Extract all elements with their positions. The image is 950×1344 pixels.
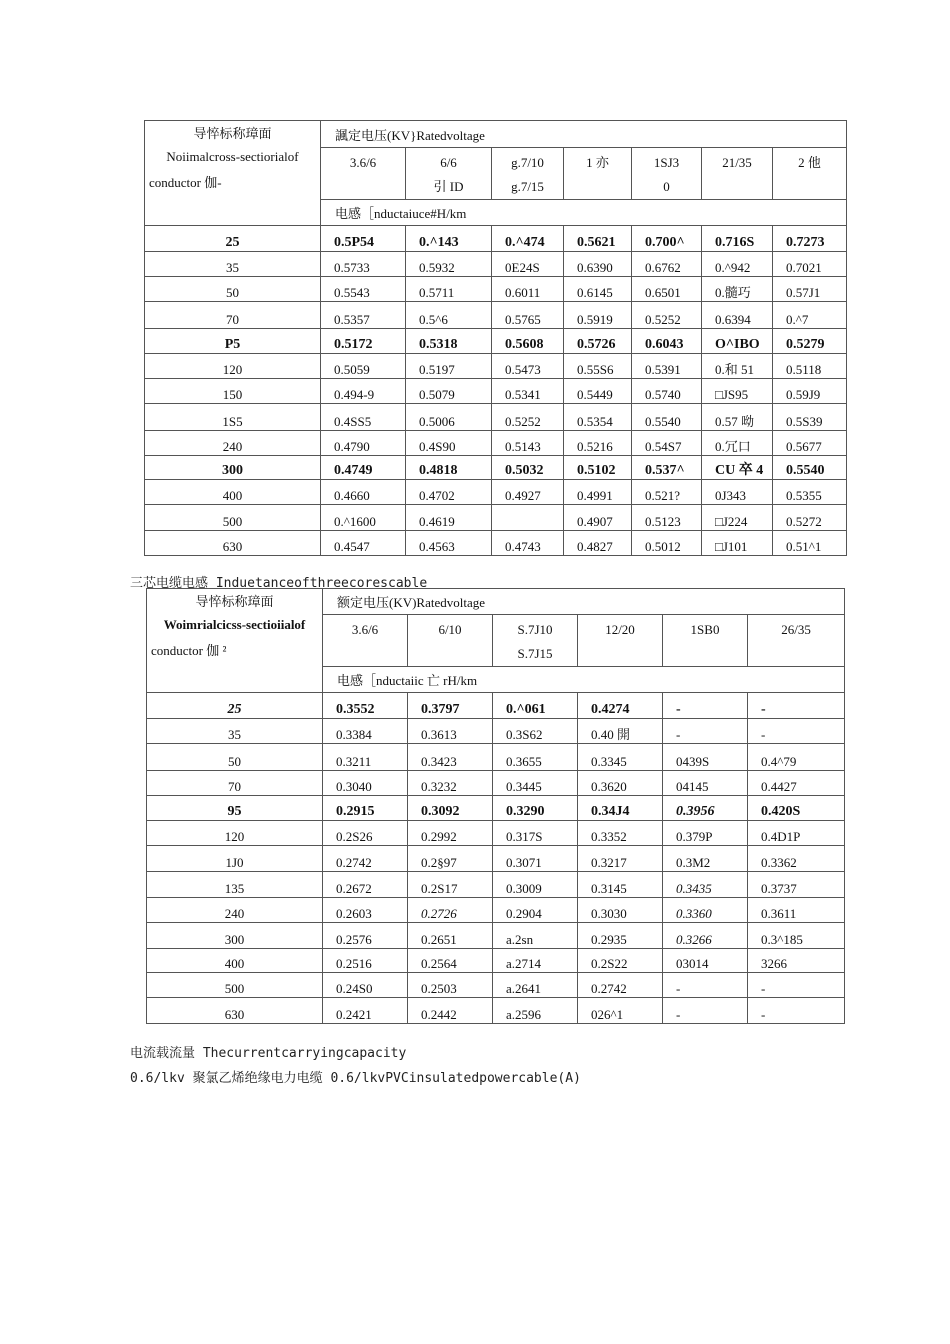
inductance-value-cell: 0.5143 [492,431,564,456]
inductance-value-cell: 0.24S0 [323,973,408,998]
section-size-cell: 500 [147,973,323,998]
voltage-line1: g.7/10 [511,155,544,170]
inductance-value-cell: 0.2564 [408,949,493,973]
voltage-header-1 [408,615,493,667]
inductance-value-cell: 0.3384 [323,719,408,744]
table-row [145,456,847,480]
rated-voltage-header: 额定电压(KV)Ratedvoltage [323,589,845,615]
inductance-value-cell: 0.40 開 [578,719,663,744]
voltage-line1: 12/20 [605,622,635,637]
inductance-value-cell: 0.2S22 [578,949,663,973]
inductance-value-cell: 0.2904 [493,898,578,923]
section-size-cell: 70 [145,302,321,329]
inductance-value-cell: 0.3071 [493,846,578,872]
table-row [147,872,845,898]
inductance-value-cell: 0.^7 [773,302,847,329]
inductance-value-cell: 0.4790 [321,431,406,456]
section-size-cell: 300 [145,456,321,480]
inductance-unit-label: 电感［nductaiic 亡 rH/km [323,667,845,693]
inductance-value-cell: 0.2935 [578,923,663,949]
inductance-value-cell: 0.59J9 [773,379,847,404]
inductance-value-cell: 0.5279 [773,329,847,354]
table-row [147,744,845,771]
inductance-value-cell: 0.54S7 [632,431,702,456]
inductance-value-cell: 0.3552 [323,693,408,719]
inductance-value-cell: 026^1 [578,998,663,1024]
rated-voltage-header: 諷定电压(KV}Ratedvoltage [321,121,847,148]
section-size-cell: 35 [147,719,323,744]
inductance-value-cell: 0.6043 [632,329,702,354]
inductance-value-cell: 0.3S62 [493,719,578,744]
inductance-value-cell: 0.420S [748,796,845,821]
inductance-value-cell: 0.4991 [564,480,632,505]
inductance-value-cell: 0.5012 [632,531,702,556]
inductance-value-cell: 0.716S [702,226,773,252]
inductance-value-cell: - [663,693,748,719]
voltage-header-4 [632,148,702,200]
inductance-value-cell: 0.5S39 [773,404,847,431]
table-row [147,719,845,744]
table-row [145,226,847,252]
section-size-cell: 500 [145,505,321,531]
inductance-value-cell: 0.2442 [408,998,493,1024]
inductance-value-cell: 0J343 [702,480,773,505]
inductance-value-cell: a.2641 [493,973,578,998]
table-row [145,480,847,505]
voltage-header-3 [564,148,632,200]
inductance-value-cell: 0.3030 [578,898,663,923]
inductance-value-cell: 0.3956 [663,796,748,821]
section-size-cell: 630 [147,998,323,1024]
inductance-value-cell: 0.700^ [632,226,702,252]
inductance-value-cell: □JS95 [702,379,773,404]
inductance-value-cell: 04145 [663,771,748,796]
inductance-value-cell: 0.3423 [408,744,493,771]
table-row [145,379,847,404]
table-row [145,302,847,329]
inductance-value-cell: 0.4547 [321,531,406,556]
inductance-value-cell: 0.5473 [492,354,564,379]
inductance-value-cell: 0.2503 [408,973,493,998]
inductance-value-cell: 0.2603 [323,898,408,923]
voltage-line1: 26/35 [781,622,811,637]
inductance-value-cell: O^IBO [702,329,773,354]
inductance-value-cell: 0.5355 [773,480,847,505]
section-header-en2: conductor 伽 ² [151,643,227,658]
voltage-line1: 1SJ3 [653,155,680,170]
voltage-line1: 6/6 [440,155,457,170]
inductance-value-cell: - [748,693,845,719]
inductance-value-cell: a.2sn [493,923,578,949]
inductance-value-cell: 0.5059 [321,354,406,379]
inductance-value-cell: 0.5252 [492,404,564,431]
section-size-cell: 120 [145,354,321,379]
voltage-line1: 1 亦 [586,155,609,170]
inductance-value-cell: - [663,973,748,998]
voltage-line2: 0 [663,179,670,194]
inductance-value-cell: 0.5032 [492,456,564,480]
table-row [145,531,847,556]
table-row [145,354,847,379]
voltage-header-1 [406,148,492,200]
table-row [147,898,845,923]
table-row [147,923,845,949]
inductance-value-cell: 0.3290 [493,796,578,821]
section-size-cell: 50 [145,277,321,302]
inductance-value-cell: 0.5765 [492,302,564,329]
inductance-value-cell: 0.379P [663,821,748,846]
voltage-line1: 1SB0 [690,622,720,637]
table-row [147,693,845,719]
inductance-value-cell: 0.5540 [773,456,847,480]
inductance-value-cell: 0.5252 [632,302,702,329]
section-header-en: Noiimalcross-sectiorialof [166,149,299,164]
voltage-line2: 6/10 [438,622,462,637]
section-header-cn: 导悴标称璋面 [193,126,272,141]
inductance-value-cell: 0E24S [492,252,564,277]
inductance-value-cell: 0.4563 [406,531,492,556]
inductance-value-cell: □J224 [702,505,773,531]
section-size-cell: 95 [147,796,323,821]
inductance-value-cell: 0.5733 [321,252,406,277]
inductance-value-cell: 0.^474 [492,226,564,252]
inductance-value-cell: 0.3613 [408,719,493,744]
table-row [145,329,847,354]
inductance-value-cell: 0.57J1 [773,277,847,302]
section-header-en: Woimrialcicss-sectioiialof [163,617,306,632]
table-row [145,252,847,277]
voltage-header-5 [748,615,845,667]
inductance-value-cell: 0.2992 [408,821,493,846]
section-size-cell: 1J0 [147,846,323,872]
inductance-value-cell: 0.5540 [632,404,702,431]
caption-pvc-cable: 0.6/lkv 聚氯乙烯绝缘电力电缆 0.6/lkvPVCinsulatedpowercable(A) [130,1071,581,1086]
inductance-value-cell: 0.^143 [406,226,492,252]
inductance-value-cell: 0.3737 [748,872,845,898]
inductance-value-cell: 0.2576 [323,923,408,949]
inductance-value-cell: 0.4^79 [748,744,845,771]
section-size-cell: 120 [147,821,323,846]
inductance-value-cell: 0439S [663,744,748,771]
inductance-value-cell: 0.4SS5 [321,404,406,431]
inductance-value-cell: 0.34J4 [578,796,663,821]
section-size-cell: 135 [147,872,323,898]
inductance-table-single-core [144,120,847,556]
inductance-value-cell: a.2714 [493,949,578,973]
section-size-cell: 35 [145,252,321,277]
voltage-line1: 2 他 [798,155,821,170]
inductance-value-cell: 0.4907 [564,505,632,531]
inductance-value-cell: 0.6011 [492,277,564,302]
inductance-value-cell: 0.51^1 [773,531,847,556]
voltage-header-6 [773,148,847,200]
inductance-value-cell: 0.4702 [406,480,492,505]
inductance-value-cell: 0.2726 [408,898,493,923]
inductance-value-cell: 0.5341 [492,379,564,404]
inductance-value-cell: 0.3211 [323,744,408,771]
voltage-line1: 21/35 [722,155,752,170]
inductance-value-cell: 0.5272 [773,505,847,531]
inductance-value-cell: 0.5172 [321,329,406,354]
table-row [145,431,847,456]
table-row [147,796,845,821]
voltage-line2: S.7J15 [517,646,553,661]
inductance-value-cell: 0.6145 [564,277,632,302]
inductance-value-cell: 0.5711 [406,277,492,302]
voltage-line1: 3.6/6 [349,155,377,170]
voltage-header-3 [578,615,663,667]
inductance-value-cell: 0.3435 [663,872,748,898]
inductance-value-cell: 0.3362 [748,846,845,872]
voltage-header-2 [493,615,578,667]
inductance-value-cell: a.2596 [493,998,578,1024]
inductance-value-cell: 0.5932 [406,252,492,277]
section-size-cell: 50 [147,744,323,771]
voltage-header-5 [702,148,773,200]
voltage-line2: g.7/15 [511,179,544,194]
section-size-cell: 25 [147,693,323,719]
inductance-value-cell: 0.7021 [773,252,847,277]
table-row [147,973,845,998]
inductance-value-cell: - [663,998,748,1024]
inductance-value-cell: - [748,973,845,998]
inductance-value-cell: 0.3^185 [748,923,845,949]
inductance-value-cell: 0.冗口 [702,431,773,456]
inductance-value-cell: 0.4827 [564,531,632,556]
inductance-value-cell: 0.55S6 [564,354,632,379]
inductance-value-cell: 0.5391 [632,354,702,379]
inductance-value-cell [492,505,564,531]
voltage-line2: 引 ID [433,179,464,194]
section-size-cell: 150 [145,379,321,404]
inductance-value-cell: 0.4818 [406,456,492,480]
inductance-value-cell: 0.5216 [564,431,632,456]
section-header-cn: 导悴标称璋面 [195,594,274,609]
section-size-cell: 400 [147,949,323,973]
inductance-value-cell: 0.5354 [564,404,632,431]
inductance-unit-label: 电感［nductaiuce#H/km [321,200,847,226]
inductance-value-cell: 0.4743 [492,531,564,556]
inductance-value-cell: 0.5318 [406,329,492,354]
inductance-value-cell: 0.3092 [408,796,493,821]
section-size-cell: 240 [145,431,321,456]
section-size-cell: 300 [147,923,323,949]
section-size-cell: P5 [145,329,321,354]
table-row [145,277,847,302]
table-row [147,771,845,796]
inductance-value-cell: 0.5726 [564,329,632,354]
caption-current-capacity: 电流载流量 Thecurrentcarryingcapacity [130,1046,407,1061]
inductance-value-cell: 0.5123 [632,505,702,531]
table-row [147,821,845,846]
inductance-value-cell: 0.5006 [406,404,492,431]
voltage-line1: S.7J10 [517,622,553,637]
inductance-value-cell: 0.4S90 [406,431,492,456]
inductance-value-cell: 0.5^6 [406,302,492,329]
inductance-value-cell: 0.3797 [408,693,493,719]
inductance-value-cell: 0.5197 [406,354,492,379]
inductance-value-cell: 0.3620 [578,771,663,796]
inductance-value-cell: 0.6762 [632,252,702,277]
voltage-header-2 [492,148,564,200]
inductance-value-cell: 0.2§97 [408,846,493,872]
inductance-value-cell: 0.5449 [564,379,632,404]
section-size-cell: 630 [145,531,321,556]
inductance-value-cell: 0.4749 [321,456,406,480]
table-row [145,505,847,531]
caption-three-core-inductance: 三芯电缆电感 Induetanceofthreecorescable [130,576,428,591]
inductance-value-cell: 0.5118 [773,354,847,379]
section-size-cell: 240 [147,898,323,923]
inductance-value-cell: 0.2516 [323,949,408,973]
inductance-value-cell: 0.521? [632,480,702,505]
inductance-value-cell: 0.537^ [632,456,702,480]
table-row [147,949,845,973]
inductance-value-cell: - [663,719,748,744]
section-header-en2: conductor 伽- [149,175,222,190]
inductance-value-cell: 0.4D1P [748,821,845,846]
inductance-value-cell: 0.5621 [564,226,632,252]
inductance-value-cell: 0.^1600 [321,505,406,531]
inductance-value-cell: 0.5543 [321,277,406,302]
inductance-value-cell: 0.3217 [578,846,663,872]
inductance-value-cell: - [748,719,845,744]
inductance-value-cell: 0.3445 [493,771,578,796]
inductance-value-cell: 0.3266 [663,923,748,949]
inductance-value-cell: 0.3232 [408,771,493,796]
inductance-value-cell: 0.2S17 [408,872,493,898]
section-size-cell: 1S5 [145,404,321,431]
inductance-value-cell: 0.6390 [564,252,632,277]
inductance-value-cell: 0.髓巧 [702,277,773,302]
inductance-value-cell: 0.5P54 [321,226,406,252]
inductance-value-cell: 0.3360 [663,898,748,923]
voltage-header-0 [321,148,406,200]
inductance-value-cell: 0.5677 [773,431,847,456]
voltage-header-0 [323,615,408,667]
inductance-value-cell: 0.2742 [578,973,663,998]
inductance-value-cell: 0.5079 [406,379,492,404]
inductance-value-cell: 0.6394 [702,302,773,329]
inductance-value-cell: 0.4274 [578,693,663,719]
table-row [145,404,847,431]
inductance-value-cell: 03014 [663,949,748,973]
section-header-cell [147,589,323,693]
inductance-value-cell: 0.^061 [493,693,578,719]
inductance-value-cell: 0.2651 [408,923,493,949]
voltage-line1: 3.6/6 [351,622,379,637]
inductance-value-cell: 0.494-9 [321,379,406,404]
section-size-cell: 70 [147,771,323,796]
inductance-value-cell: 0.2672 [323,872,408,898]
inductance-value-cell: 3266 [748,949,845,973]
inductance-value-cell: 0.4427 [748,771,845,796]
inductance-value-cell: 0.2915 [323,796,408,821]
inductance-value-cell: 0.5919 [564,302,632,329]
inductance-value-cell: 0.5357 [321,302,406,329]
inductance-value-cell: 0.3145 [578,872,663,898]
inductance-value-cell: 0.5102 [564,456,632,480]
inductance-value-cell: 0.3345 [578,744,663,771]
inductance-value-cell: 0.4619 [406,505,492,531]
inductance-table-three-core [146,588,845,1024]
inductance-value-cell: 0.317S [493,821,578,846]
inductance-value-cell: □J101 [702,531,773,556]
inductance-value-cell: 0.3352 [578,821,663,846]
table-row [147,846,845,872]
section-header-cell [145,121,321,226]
inductance-value-cell: 0.3040 [323,771,408,796]
inductance-value-cell: 0.3M2 [663,846,748,872]
inductance-value-cell: 0.2S26 [323,821,408,846]
inductance-value-cell: 0.7273 [773,226,847,252]
inductance-value-cell: CU 卒 4 [702,456,773,480]
inductance-value-cell: 0.6501 [632,277,702,302]
inductance-value-cell: 0.2742 [323,846,408,872]
inductance-value-cell: 0.5608 [492,329,564,354]
inductance-value-cell: 0.3611 [748,898,845,923]
inductance-value-cell: 0.4660 [321,480,406,505]
voltage-header-4 [663,615,748,667]
section-size-cell: 25 [145,226,321,252]
inductance-value-cell: 0.3655 [493,744,578,771]
inductance-value-cell: - [748,998,845,1024]
inductance-value-cell: 0.4927 [492,480,564,505]
section-size-cell: 400 [145,480,321,505]
inductance-value-cell: 0.和 51 [702,354,773,379]
inductance-value-cell: 0.2421 [323,998,408,1024]
inductance-value-cell: 0.5740 [632,379,702,404]
inductance-value-cell: 0.57 呦 [702,404,773,431]
inductance-value-cell: 0.3009 [493,872,578,898]
table-row [147,998,845,1024]
inductance-value-cell: 0.^942 [702,252,773,277]
